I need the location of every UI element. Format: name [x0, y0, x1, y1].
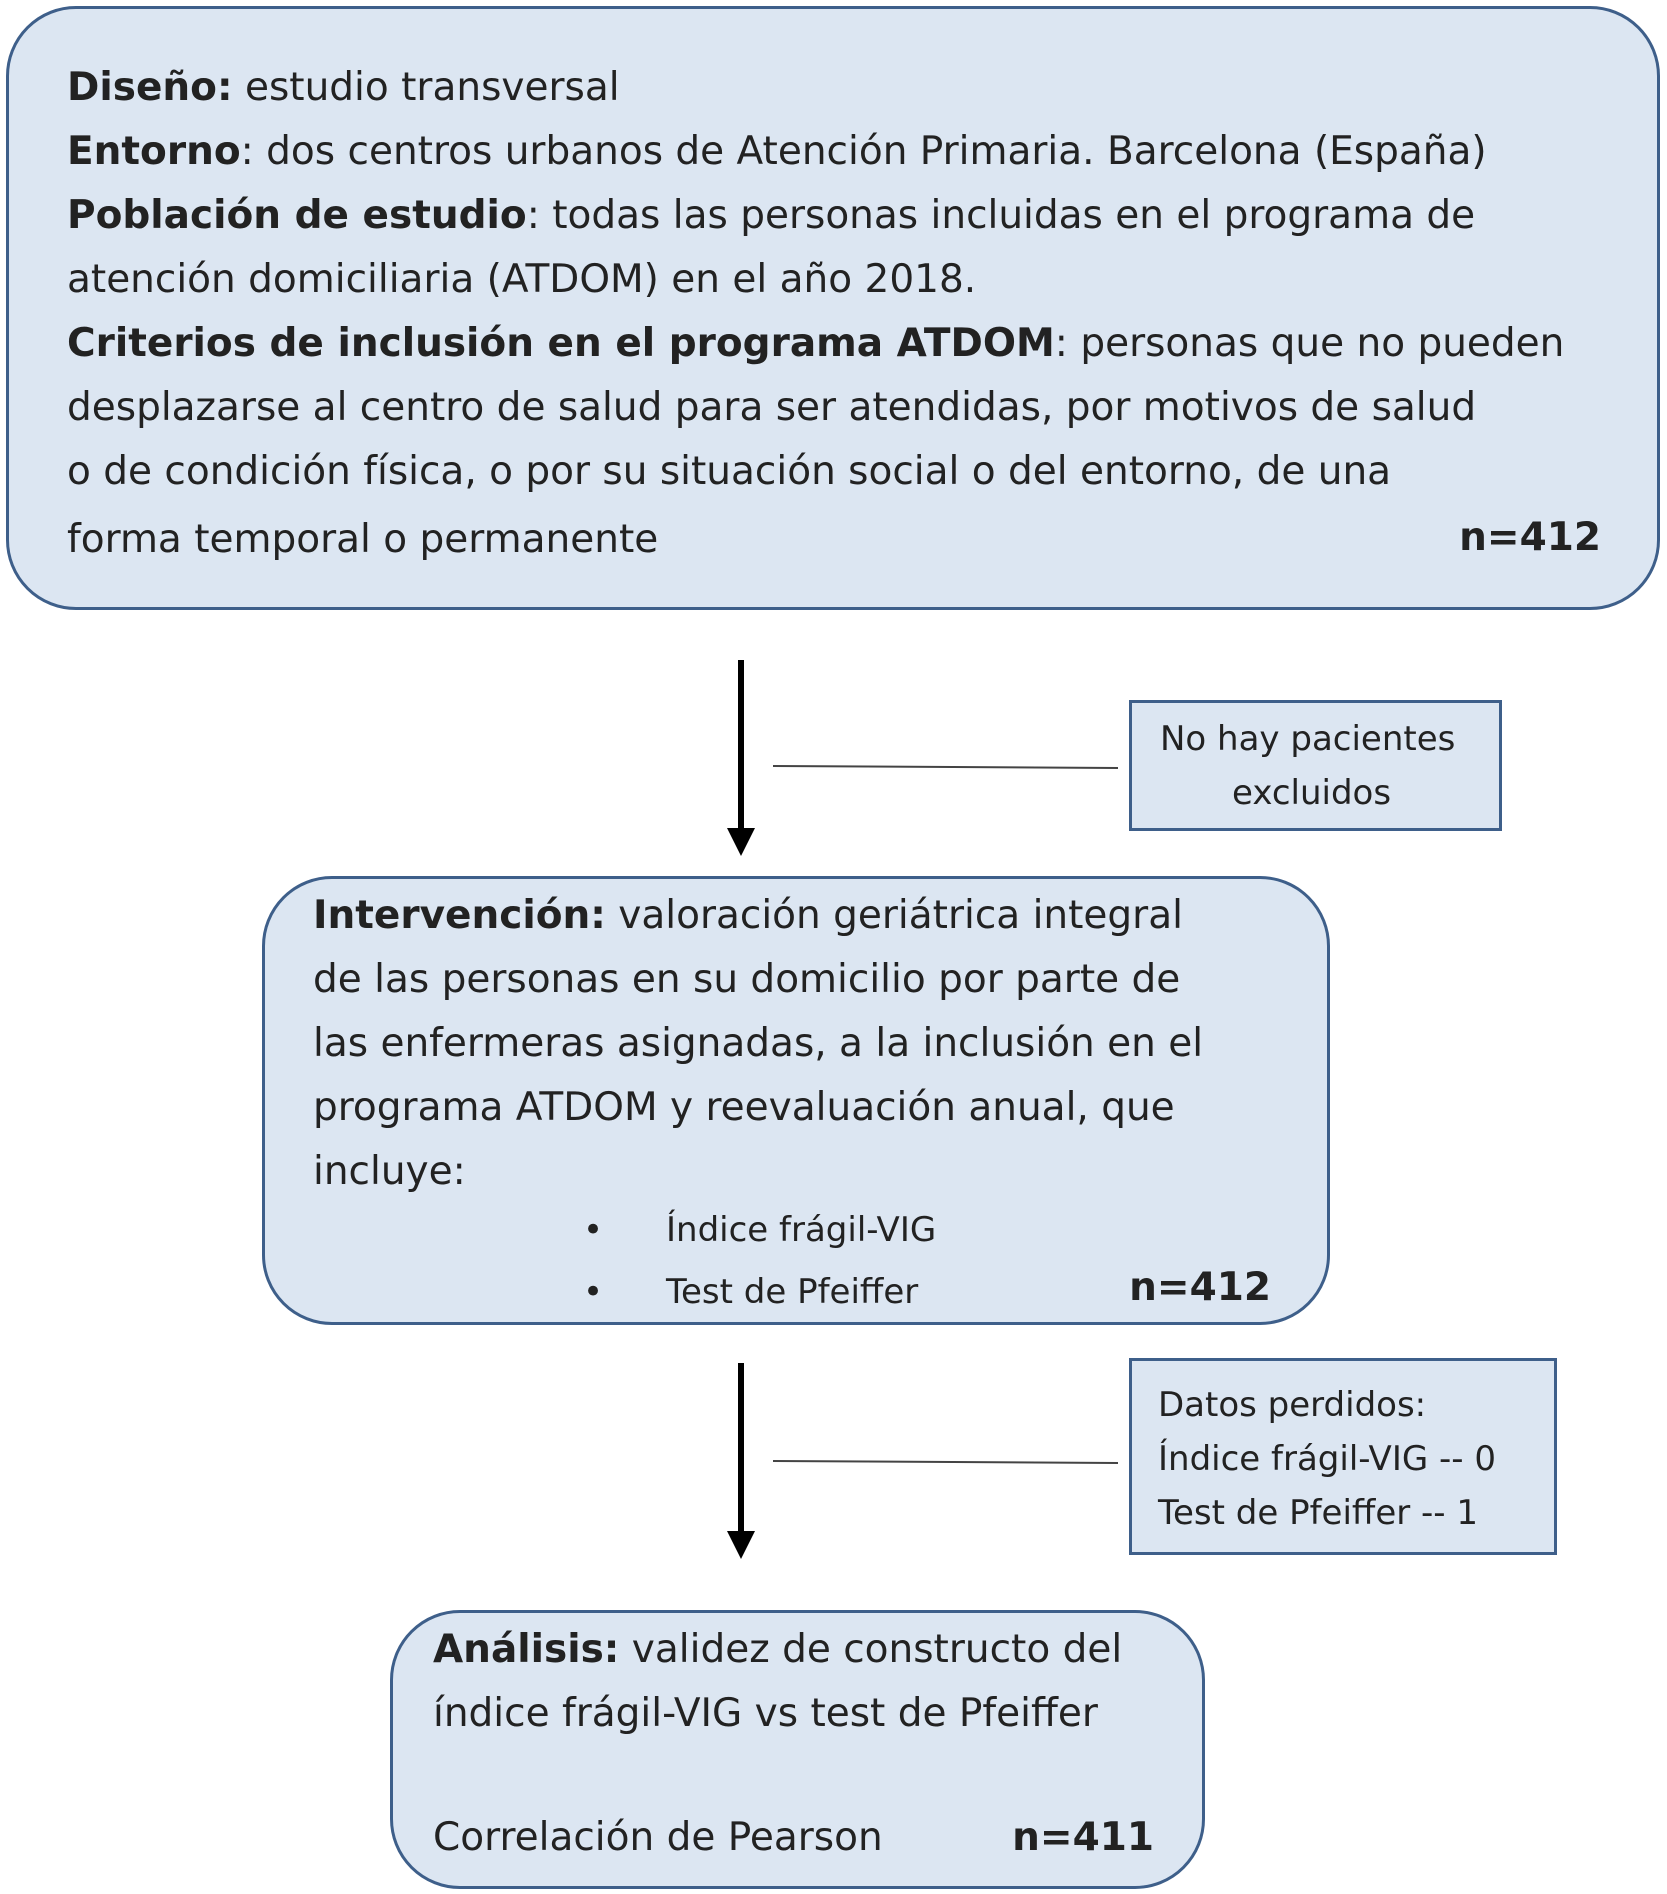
arrow-1-head — [727, 828, 755, 856]
connector-line-2 — [773, 1461, 1118, 1463]
analysis-line-2: índice frágil-VIG vs test de Pfeiffer — [433, 1691, 1098, 1736]
intervention-box — [262, 876, 1330, 1325]
sample-size-3: n=411 — [1012, 1815, 1154, 1860]
missing-data-note — [1129, 1358, 1557, 1555]
sample-size-2: n=412 — [1129, 1265, 1271, 1310]
missing-data-pfeiffer: Test de Pfeiffer -- 1 — [1158, 1493, 1479, 1533]
bullet-marker-1: • — [583, 1210, 604, 1250]
analysis-box — [390, 1610, 1205, 1889]
intervention-line-3: las enfermeras asignadas, a la inclusión en el — [313, 1021, 1204, 1066]
criteria-line-2: desplazarse al centro de salud para ser atendidas, por motivos de salud — [67, 385, 1477, 430]
study-design-box — [6, 6, 1660, 610]
analysis-line: Análisis: validez de constructo del — [433, 1627, 1123, 1672]
bullet-item-1: Índice frágil-VIG — [666, 1210, 937, 1250]
population-line: Población de estudio: todas las personas incluidas en el programa de — [67, 193, 1476, 238]
arrow-2-head — [727, 1531, 755, 1559]
design-line: Diseño: estudio transversal — [67, 65, 620, 110]
intervention-line-2: de las personas en su domicilio por parte de — [313, 957, 1181, 1002]
missing-data-title: Datos perdidos: — [1158, 1385, 1427, 1425]
bullet-marker-2: • — [583, 1272, 604, 1312]
population-line-2: atención domiciliaria (ATDOM) en el año 2018. — [67, 257, 977, 302]
criteria-line-4: forma temporal o permanente — [67, 517, 659, 562]
exclusions-note-line-2: excluidos — [1232, 773, 1392, 813]
connector-line-1 — [773, 766, 1118, 768]
exclusions-note — [1129, 700, 1502, 831]
intervention-line: Intervención: valoración geriátrica integral — [313, 893, 1183, 938]
bullet-item-2: Test de Pfeiffer — [666, 1272, 919, 1312]
intervention-line-4: programa ATDOM y reevaluación anual, que — [313, 1085, 1175, 1130]
sample-size-1: n=412 — [1459, 515, 1601, 560]
intervention-line-5: incluye: — [313, 1149, 466, 1194]
missing-data-vig: Índice frágil-VIG -- 0 — [1158, 1439, 1496, 1479]
criteria-line: Criterios de inclusión en el programa ATDOM: personas que no pueden — [67, 321, 1565, 366]
criteria-line-3: o de condición física, o por su situación social o del entorno, de una — [67, 449, 1392, 494]
exclusions-note-line-1: No hay pacientes — [1160, 719, 1456, 759]
analysis-method: Correlación de Pearson — [433, 1815, 883, 1860]
setting-line: Entorno: dos centros urbanos de Atención Primaria. Barcelona (España) — [67, 129, 1487, 174]
